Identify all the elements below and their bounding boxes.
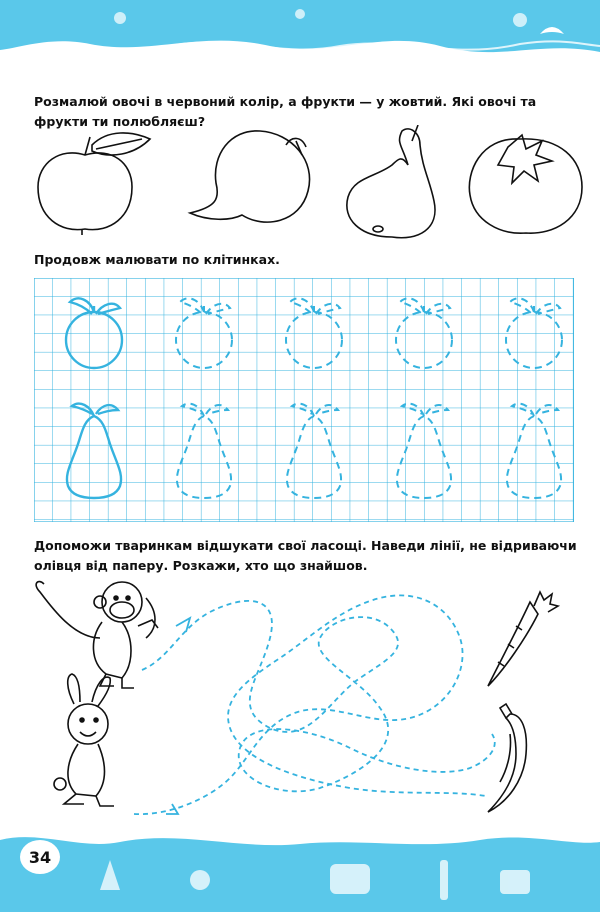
monkey-icon (36, 582, 158, 688)
maze-picture (30, 578, 590, 828)
banana-icon[interactable] (488, 704, 526, 812)
beet-icon[interactable] (190, 131, 310, 222)
top-decorative-band (0, 0, 600, 70)
bottom-decorative-band (0, 820, 600, 912)
pear-icon[interactable] (347, 125, 435, 238)
book-icon (500, 870, 530, 894)
coloring-pictures (30, 125, 590, 240)
tomato-icon[interactable] (469, 135, 582, 233)
pencil-icon (440, 860, 448, 900)
page-number: 34 (20, 840, 60, 874)
coloring-instruction: Розмалюй овочі в червоний колір, а фрукти — у жовтий. Які овочі та фрукти ти полюбляєш? (34, 94, 537, 129)
decor-bubble-icon (114, 12, 126, 24)
teddy-bear-icon (330, 864, 370, 894)
carrot-icon[interactable] (488, 592, 558, 686)
sun-icon (190, 870, 210, 890)
decor-bubble-icon (513, 13, 527, 27)
decor-bubble-icon (295, 9, 305, 19)
rabbit-icon (54, 674, 114, 806)
tracing-grid[interactable] (34, 278, 574, 522)
maze-paths[interactable] (134, 595, 495, 814)
apple-icon[interactable] (38, 133, 150, 235)
maze-instruction: Допоможи тваринкам відшукати свої ласощі. Наведи лінії, не відриваючи олівця від паперу. Розкажи, хто що знайшов. (34, 538, 577, 573)
tracing-instruction: Продовж малювати по клітинках. (34, 252, 280, 267)
